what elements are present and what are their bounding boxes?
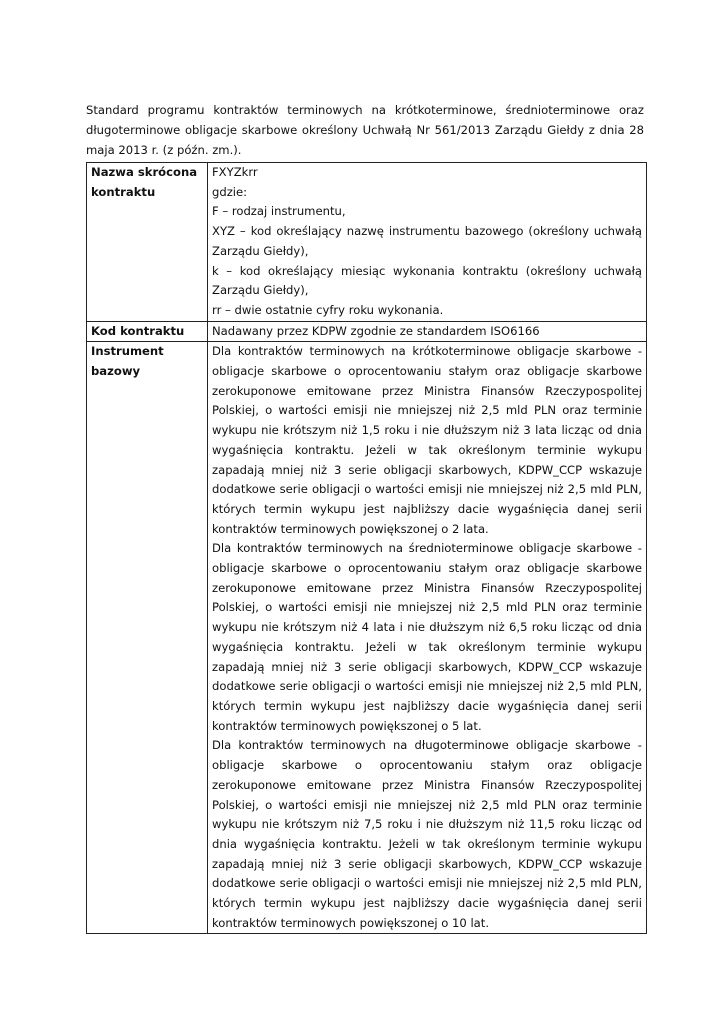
row-label: Nazwa skrócona kontraktu (87, 163, 208, 322)
value-paragraph: Dla kontraktów terminowych na średnioterminowe obligacje skarbowe - obligacje skarbowe o oprocentowaniu stałym oraz obligacje skarbowe zerokuponowe emitowane przez Ministra Finansów Rzeczypospolitej Polskiej, o wartości emisji nie mniejszej niż 2,5 mld PLN oraz terminie wykupu nie krótszym niż 4 lata i nie dłuższym niż 6,5 roku licząc od dnia wygaśnięcia kontraktu. Jeżeli w tak określonym terminie wykupu zapadają mniej niż 3 serie obligacji skarbowych, KDPW_CCP wskazuje dodatkowe serie obligacji o wartości emisji nie mniejszej niż 2,5 mld PLN, których termin wykupu jest najbliższy dacie wygaśnięcia danej serii kontraktów terminowych powiększonej o 5 lat. (212, 541, 642, 733)
table-row-contract-code (87, 321, 647, 342)
value-line: F – rodzaj instrumentu, (212, 204, 346, 219)
table-row-underlying (87, 342, 647, 934)
value-line: FXYZkrr (212, 165, 258, 179)
value-line: k – kod określający miesiąc wykonania kontraktu (określony uchwałą Zarządu Giełdy), (212, 263, 642, 298)
value-line: gdzie: (212, 184, 248, 199)
value-line: XYZ – kod określający nazwę instrumentu bazowego (określony uchwałą Zarządu Giełdy), (212, 224, 642, 258)
row-value (208, 342, 647, 934)
row-label: Instrument bazowy (87, 342, 208, 934)
value-paragraph: Dla kontraktów terminowych na długoterminowe obligacje skarbowe - obligacje skarbowe o oprocentowaniu stałym oraz obligacje zerokuponowe emitowane przez Ministra Finansów Rzeczypospolitej Polskiej, o wartości emisji nie mniejszej niż 2,5 mld PLN oraz terminie wykupu nie krótszym niż 7,5 roku i nie dłuższym niż 11,5 roku licząc od dnia wygaśnięcia kontraktu. Jeżeli w tak określonym terminie wykupu zapadają mniej niż 3 serie obligacji skarbowych, KDPW_CCP wskazuje dodatkowe serie obligacji o wartości emisji nie mniejszej niż 2,5 mld PLN, których termin wykupu jest najbliższy dacie wygaśnięcia danej serii kontraktów terminowych powiększonej o 10 lat. (212, 738, 642, 930)
table-row-short-name (87, 163, 647, 322)
value-line: Nadawany przez KDPW zgodnie ze standardem ISO6166 (212, 323, 540, 338)
value-line: rr – dwie ostatnie cyfry roku wykonania. (212, 302, 444, 317)
row-value (208, 321, 647, 342)
row-value (208, 163, 647, 322)
contract-spec-table (86, 162, 647, 934)
intro-paragraph: Standard programu kontraktów terminowych na krótkoterminowe, średnioterminowe oraz długoterminowe obligacje skarbowe określony Uchwałą Nr 561/2013 Zarządu Giełdy z dnia 28 maja 2013 r. (z późn. zm.). (86, 103, 644, 157)
row-label: Kod kontraktu (87, 321, 208, 342)
value-paragraph: Dla kontraktów terminowych na krótkoterminowe obligacje skarbowe - obligacje skarbowe o oprocentowaniu stałym oraz obligacje skarbowe zerokuponowe emitowane przez Ministra Finansów Rzeczypospolitej Polskiej, o wartości emisji nie mniejszej niż 2,5 mld PLN oraz terminie wykupu nie krótszym niż 1,5 roku i nie dłuższym niż 3 lata licząc od dnia wygaśnięcia kontraktu. Jeżeli w tak określonym terminie wykupu zapadają mniej niż 3 serie obligacji skarbowych, KDPW_CCP wskazuje dodatkowe serie obligacji o wartości emisji nie mniejszej niż 2,5 mld PLN, których termin wykupu jest najbliższy dacie wygaśnięcia danej serii kontraktów terminowych powiększonej o 2 lata. (212, 344, 642, 536)
